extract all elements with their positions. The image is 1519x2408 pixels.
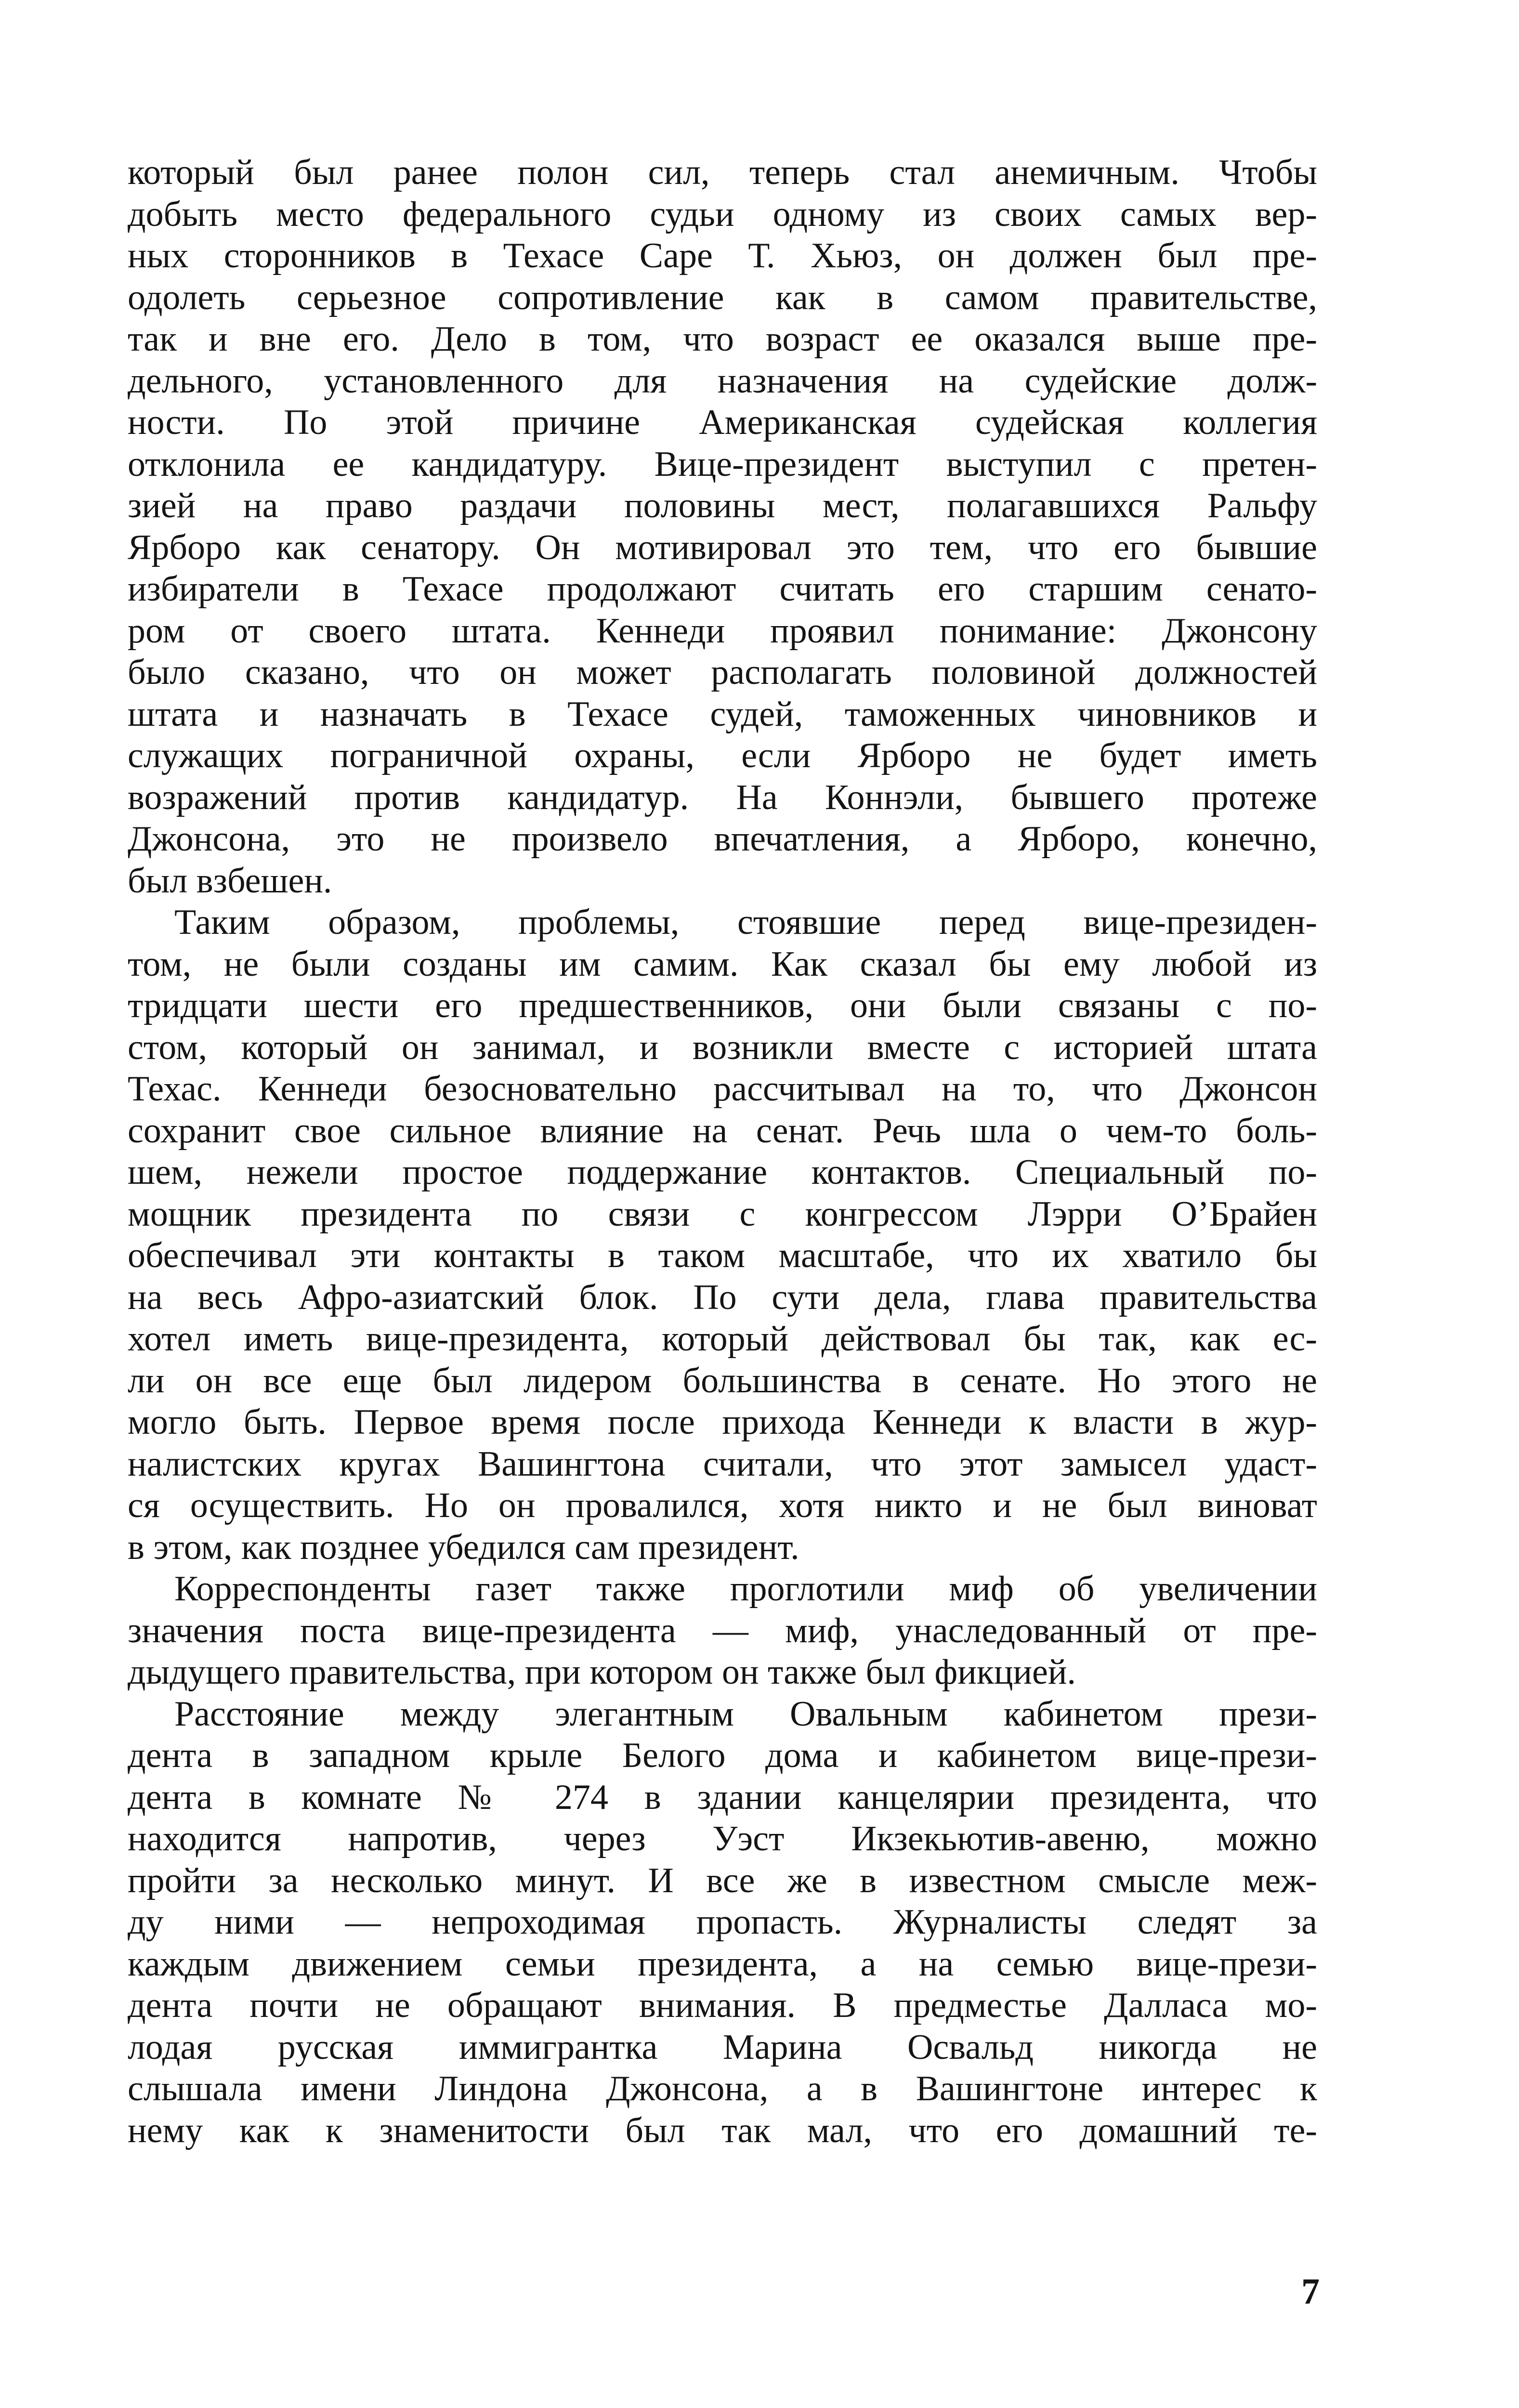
text-line: каждым движением семьи президента, а на семью вице-прези- (128, 1944, 1317, 1984)
text-line: сохранит свое сильное влияние на сенат. Речь шла о чем-то боль- (128, 1111, 1317, 1151)
text-line: обеспечивал эти контакты в таком масштабе, что их хватило бы (128, 1236, 1317, 1275)
text-line: ся осуществить. Но он провалился, хотя никто и не был виноват (128, 1486, 1317, 1525)
text-line: Расстояние между элегантным Овальным кабинетом прези- (174, 1694, 1317, 1734)
text-line: Джонсона, это не произвело впечатления, а Ярборо, конечно, (128, 819, 1317, 859)
text-line: ли он все еще был лидером большинства в сенате. Но этого не (128, 1361, 1317, 1400)
text-line: добыть место федерального судьи одному из своих самых вер- (128, 194, 1317, 234)
text-line: дента почти не обращают внимания. В предместье Далласа мо- (128, 1986, 1317, 2025)
text-line: стом, который он занимал, и возникли вместе с историей штата (128, 1027, 1317, 1067)
text-line: ром от своего штата. Кеннеди проявил понимание: Джонсону (128, 611, 1317, 651)
text-line: дельного, установленного для назначения на судейские долж- (128, 361, 1317, 401)
text-line: избиратели в Техасе продолжают считать его старшим сенато- (128, 569, 1317, 609)
text-line: Ярборо как сенатору. Он мотивировал это тем, что его бывшие (128, 527, 1317, 567)
text-line: был взбешен. (128, 861, 332, 901)
text-line: дента в западном крыле Белого дома и кабинетом вице-прези- (128, 1736, 1317, 1775)
text-line: тридцати шести его предшественников, они были связаны с по- (128, 986, 1317, 1025)
text-line: Корреспонденты газет также проглотили миф об увеличении (174, 1569, 1317, 1609)
text-line: ных сторонников в Техасе Саре Т. Хьюз, он должен был пре- (128, 236, 1317, 275)
text-line: так и вне его. Дело в том, что возраст ее оказался выше пре- (128, 319, 1317, 359)
text-line: находится напротив, через Уэст Икзекьютив-авеню, можно (128, 1819, 1317, 1858)
text-line: могло быть. Первое время после прихода Кеннеди к власти в жур- (128, 1402, 1317, 1442)
text-line: который был ранее полон сил, теперь стал анемичным. Чтобы (128, 153, 1317, 192)
text-line: хотел иметь вице-президента, который действовал бы так, как ес- (128, 1319, 1317, 1359)
text-line: пройти за несколько минут. И все же в известном смысле меж- (128, 1860, 1317, 1900)
page-number: 7 (1301, 2271, 1320, 2312)
text-line: в этом, как позднее убедился сам президент. (128, 1527, 799, 1567)
text-line: ности. По этой причине Американская судейская коллегия (128, 403, 1317, 442)
text-line: штата и назначать в Техасе судей, таможенных чиновников и (128, 694, 1317, 734)
text-line: отклонила ее кандидатуру. Вице-президент выступил с претен- (128, 444, 1317, 484)
text-line: нему как к знаменитости был так мал, что его домашний те- (128, 2110, 1317, 2150)
text-line: значения поста вице-президента — миф, унаследованный от пре- (128, 1610, 1317, 1650)
text-line: лодая русская иммигрантка Марина Освальд никогда не (128, 2027, 1317, 2067)
body-text (128, 152, 1317, 2151)
text-line: дыдущего правительства, при котором он также был фикцией. (128, 1652, 1076, 1692)
text-line: том, не были созданы им самим. Как сказал бы ему любой из (128, 944, 1317, 984)
text-line: зией на право раздачи половины мест, полагавшихся Ральфу (128, 486, 1317, 525)
text-line: возражений против кандидатур. На Коннэли, бывшего протеже (128, 777, 1317, 817)
text-line: Таким образом, проблемы, стоявшие перед вице-президен- (174, 903, 1317, 942)
text-line: ду ними — непроходимая пропасть. Журналисты следят за (128, 1902, 1317, 1942)
text-line: налистских кругах Вашингтона считали, что этот замысел удаст- (128, 1444, 1317, 1484)
text-line: на весь Афро-азиатский блок. По сути дела, глава правительства (128, 1277, 1317, 1317)
text-line: шем, нежели простое поддержание контактов. Специальный по- (128, 1152, 1317, 1192)
text-line: было сказано, что он может располагать половиной должностей (128, 653, 1317, 692)
text-line: мощник президента по связи с конгрессом Лэрри О’Брайен (128, 1194, 1317, 1234)
text-line: служащих пограничной охраны, если Ярборо не будет иметь (128, 736, 1317, 775)
text-line: одолеть серьезное сопротивление как в самом правительстве, (128, 277, 1317, 317)
text-line: слышала имени Линдона Джонсона, а в Вашингтоне интерес к (128, 2069, 1317, 2108)
text-line: дента в комнате № 274 в здании канцелярии президента, что (128, 1777, 1317, 1817)
text-line: Техас. Кеннеди безосновательно рассчитывал на то, что Джонсон (128, 1069, 1317, 1109)
